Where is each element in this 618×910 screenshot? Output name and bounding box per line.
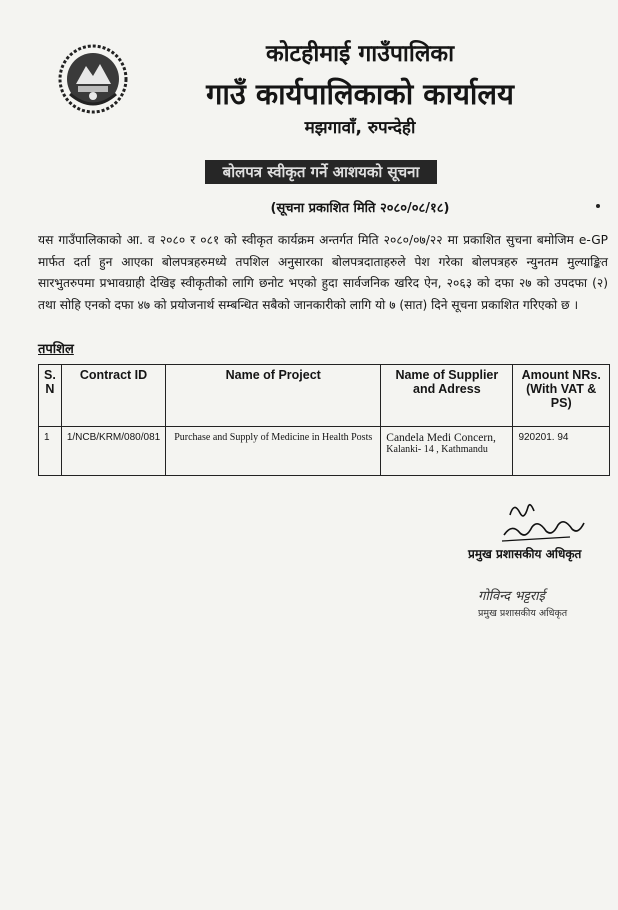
table-row bbox=[39, 427, 610, 476]
header-contract-id: Contract ID bbox=[61, 365, 165, 427]
header-sn: S. N bbox=[39, 365, 62, 427]
signatory-name-stamp: गोविन्द भट्टराई bbox=[478, 589, 545, 604]
municipality-name: कोटहीमाई गाउँपालिका bbox=[265, 41, 455, 67]
handwritten-signature-icon bbox=[500, 497, 586, 547]
supplier-address: Kalanki- 14 , Kathmandu bbox=[386, 444, 488, 455]
table-header-row bbox=[39, 365, 610, 427]
notice-title: बोलपत्र स्वीकृत गर्ने आशयको सूचना bbox=[205, 160, 437, 184]
details-heading: तपशिल bbox=[38, 342, 74, 357]
header-supplier: Name of Supplier and Adress bbox=[381, 365, 513, 427]
cell-project: Purchase and Supply of Medicine in Health Posts bbox=[166, 427, 381, 476]
municipality-emblem-icon bbox=[58, 44, 128, 114]
header-project: Name of Project bbox=[166, 365, 381, 427]
contracts-table bbox=[38, 364, 610, 476]
header-amount: Amount NRs. (With VAT & PS) bbox=[513, 365, 610, 427]
cell-sn: 1 bbox=[39, 427, 62, 476]
office-address: मझगावाँ, रुपन्देही bbox=[304, 118, 416, 138]
cell-amount: 920201. 94 bbox=[513, 427, 610, 476]
cell-supplier bbox=[381, 427, 513, 476]
office-name: गाउँ कार्यपालिकाको कार्यालय bbox=[206, 77, 514, 111]
publish-date: (सूचना प्रकाशित मिति २०८०/०८/१८) bbox=[270, 201, 450, 216]
ink-dot bbox=[596, 204, 600, 208]
supplier-name: Candela Medi Concern, bbox=[386, 432, 496, 444]
cell-contract-id: 1/NCB/KRM/080/081 bbox=[61, 427, 165, 476]
notice-body: यस गाउँपालिकाको आ. व २०८० र ०८१ को स्वीकृत कार्यक्रम अन्तर्गत मिति २०८०/०७/२२ मा प्रकाशित सुचना बमोजिम e-GP मार्फत दर्ता हुन आएका बोलपत्रहरुमध्ये तपशिल अनुसारका बोलपत्रदाताहरुले पेश गरेका बोलपत्रहरु न्युनतम मुल्याङ्कित सारभुतरुपमा प्रभावग्राही देखिइ स्वीकृतीको लागि छनोट भएको हुदा सार्वजनिक खरिद ऐन, २०६३ को दफा २७ को उपदफा (२) तथा सोहि एनको दफा ४७ को प्रयोजनार्थ सम्बन्धित सबैको जानकारीको लागि यो ७ (सात) दिने सूचना प्रकाशित गरिएको छ । bbox=[38, 233, 608, 312]
signatory-stamp-title: प्रमुख प्रशासकीय अधिकृत bbox=[478, 608, 568, 619]
signatory-title: प्रमुख प्रशासकीय अधिकृत bbox=[468, 547, 582, 561]
